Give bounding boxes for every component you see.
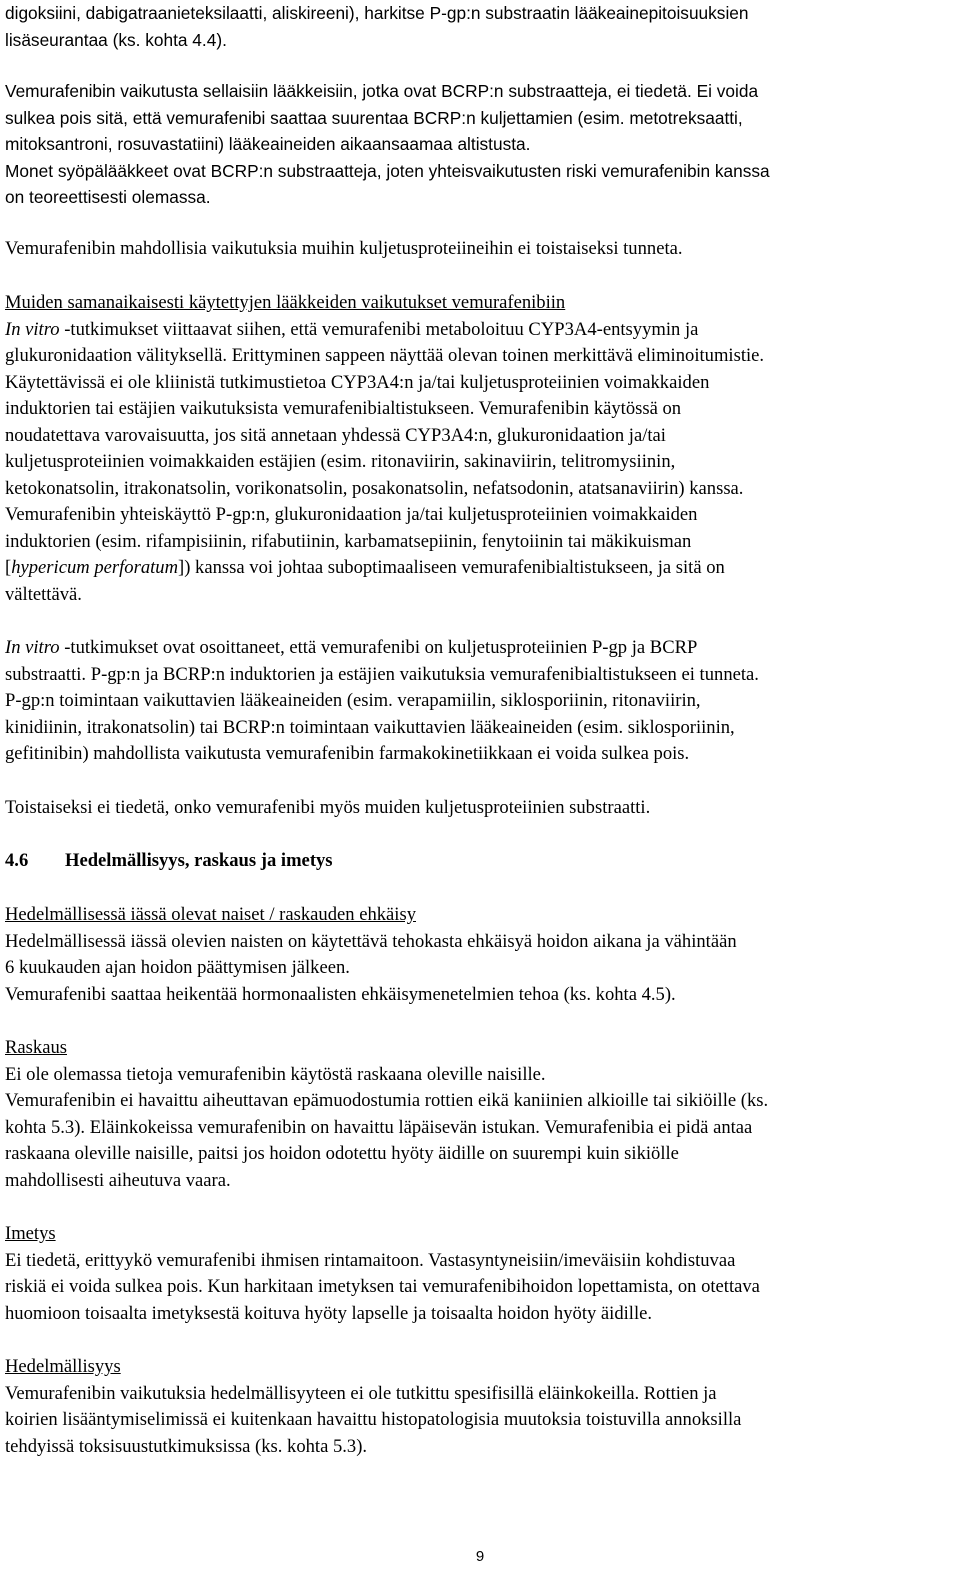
- text-run: -tutkimukset viittaavat siihen, että vemurafenibi metaboloituu CYP3A4-entsyymin ja: [59, 318, 699, 340]
- page-number: 9: [475, 1548, 485, 1565]
- paragraph-substrate-unknown: [5, 795, 957, 822]
- paragraph-text: [5, 555, 957, 608]
- subheading-contraception: Hedelmällisessä iässä olevat naiset / raskauden ehkäisy: [5, 904, 416, 925]
- paragraph-pgp-monitoring: [5, 0, 957, 53]
- paragraph-text: glukuronidaation välityksellä. Erittyminen sappeen näyttää olevan toinen merkittävä eliminoitumistie. Käytettävissä ei ole kliinistä tutkimustietoa CYP3A4:n ja/tai kuljetusproteiinien voimakkaiden induktorien tai estäjien vaikutuksista vemurafenibialtistukseen. Vemurafenibin käytössä on noudatettava varovaisuutta, jos sitä annetaan yhdessä CYP3A4:n, glukuronidaation ja/tai kuljetusproteiinien voimakkaiden estäjien (esim. ritonaviirin, sakinaviirin, telitromysiinin, ketokonatsolin, itrakonatsolin, vorikonatsolin, posakonatsolin, nefatsodonin, atatsanaviirin) kanssa. Vemurafenibin yhteiskäyttö P-gp:n, glukuronidaation ja/tai kuljetusproteiinien voimakkaiden induktorien (esim. rifampisiinin, rifabutiinin, karbamatsepiinin, fenytoiinin tai mäkikuisman: [5, 345, 765, 552]
- paragraph-text: digoksiini, dabigatraanieteksilaatti, aliskireeni), harkitse P-gp:n substraatin lääkeainepitoisuuksien lisäseurantaa (ks. kohta 4.4).: [5, 3, 749, 50]
- hypericum-italic: hypericum perforatum: [11, 557, 179, 578]
- paragraph-text: Vemurafenibin vaikutusta sellaisiin lääkkeisiin, jotka ovat BCRP:n substraatteja, ei tiedetä. Ei voida sulkea pois sitä, että vemurafenibi saattaa suurentaa BCRP:n kuljettamien (esim. metotreksaatti, mitoksantroni, rosuvastatiini) lääkeaineiden aikaansaamaa altistusta.: [5, 81, 759, 154]
- section-pregnancy: [5, 1035, 957, 1194]
- in-vitro-italic: In vitro: [5, 637, 60, 658]
- section-contraception: [5, 902, 957, 1008]
- text-run: [: [5, 557, 12, 578]
- section-heading-text: [5, 848, 957, 875]
- paragraph-text: Vemurafenibin vaikutuksia hedelmällisyyteen ei ole tutkittu spesifisillä eläinkokeilla. Rottien ja koirien lisääntymiselimissä ei kuitenkaan havaittu histopatologisia muutoksia toistuvilla annoksilla tehdyissä toksisuustutkimuksissa (ks. kohta 5.3).: [5, 1382, 742, 1457]
- section-concomitant-drugs: [5, 290, 957, 608]
- section-breastfeeding: [5, 1221, 957, 1327]
- paragraph-text: Ei tiedetä, erittyykö vemurafenibi ihmisen rintamaitoon. Vastasyntyneisiin/imeväisiin kohdistuvaa riskiä ei voida sulkea pois. Kun harkitaan imetyksen tai vemurafenibihoidon lopettamista, on otettava huomioon toisaalta imetyksestä koituva hyöty lapselle ja toisaalta hoidon hyöty äidille.: [5, 1249, 760, 1324]
- paragraph-pgp-bcrp-invitro: [5, 635, 957, 768]
- text-run: ]) kanssa voi johtaa suboptimaaliseen vemurafenibialtistukseen, ja sitä on vältettävä.: [5, 557, 725, 605]
- paragraph-bcrp-substrates: [5, 78, 957, 211]
- subheading-fertility: Hedelmällisyys: [5, 1356, 121, 1377]
- subheading-breastfeeding: Imetys: [5, 1223, 56, 1244]
- subheading-concomitant: Muiden samanaikaisesti käytettyjen lääkkeiden vaikutukset vemurafenibiin: [5, 292, 566, 313]
- section-title: Hedelmällisyys, raskaus ja imetys: [65, 850, 333, 871]
- section-heading-4-6: [5, 848, 957, 875]
- paragraph-text: [5, 635, 957, 662]
- section-fertility: [5, 1354, 957, 1460]
- in-vitro-italic: In vitro: [5, 318, 60, 340]
- paragraph-text: Ei ole olemassa tietoja vemurafenibin käytöstä raskaana oleville naisille. Vemurafenibin ei havaittu aiheuttavan epämuodostumia rottien eikä kaniinien alkioille tai sikiöille (ks. kohta 5.3). Eläinkokeissa vemurafenibin on havaittu läpäisevän istukan. Vemurafenibia ei pidä antaa raskaana oleville naisille, paitsi jos hoidon odotettu hyöty äidille on suurempi kuin sikiölle mahdollisesti aiheutuva vaara.: [5, 1063, 769, 1191]
- paragraph-text: Monet syöpälääkkeet ovat BCRP:n substraatteja, joten yhteisvaikutusten riski vemurafenibin kanssa on teoreettisesti olemassa.: [5, 160, 770, 207]
- paragraph-text: [5, 317, 957, 344]
- paragraph-text: Toistaiseksi ei tiedetä, onko vemurafenibi myös muiden kuljetusproteiinien substraatti.: [5, 797, 651, 818]
- paragraph-text: substraatti. P-gp:n ja BCRP:n induktorien ja estäjien vaikutuksia vemurafenibialtistukseen ei tunneta. P-gp:n toimintaan vaikuttavien lääkeaineiden (esim. verapamiilin, siklosporiinin, ritonaviirin, kinidiinin, itrakonatsolin) tai BCRP:n toimintaan vaikuttavien lääkeaineiden (esim. siklosporiinin, gefitinibin) mahdollista vaikutusta vemurafenibin farmakokinetiikkaan ei voida sulkea pois.: [5, 663, 759, 764]
- section-number: 4.6: [5, 850, 29, 871]
- text-run: -tutkimukset ovat osoittaneet, että vemurafenibi on kuljetusproteiinien P-gp ja BCRP: [59, 637, 698, 658]
- paragraph-text: Hedelmällisessä iässä olevien naisten on käytettävä tehokasta ehkäisyä hoidon aikana ja vähintään 6 kuukauden ajan hoidon päättymisen jälkeen. Vemurafenibi saattaa heikentää hormonaalisten ehkäisymenetelmien tehoa (ks. kohta 4.5).: [5, 930, 737, 1005]
- paragraph-text: Vemurafenibin mahdollisia vaikutuksia muihin kuljetusproteiineihin ei toistaiseksi tunneta.: [5, 238, 683, 259]
- paragraph-other-transporters: [5, 236, 957, 263]
- subheading-pregnancy: Raskaus: [5, 1037, 67, 1058]
